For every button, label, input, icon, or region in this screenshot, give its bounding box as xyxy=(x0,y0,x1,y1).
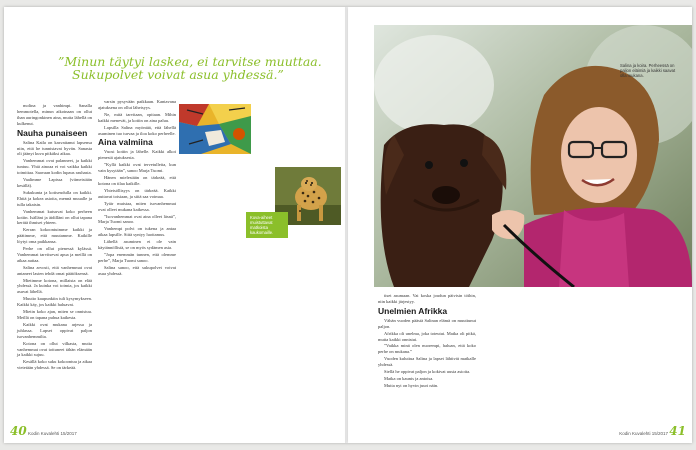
body-paragraph: Kesällä koko suku kokoontuu ja aikaa vietetään yhdessä. Se on tärkeää. xyxy=(17,359,92,371)
body-paragraph: ”Kyllä kaikki ovat tervetulleita, kun vain kysytään”, sanoo Marja Tuomi. xyxy=(98,162,176,174)
section-heading: Aina valmiina xyxy=(98,137,153,148)
body-paragraph: Kotona on ollut vilkasta, mutta vanhemmat ovat tottuneet tähän elämään ja kaikki sujuu. xyxy=(17,340,92,358)
headline-quote xyxy=(58,55,618,81)
body-paragraph: Salina Kaila on kasvattanut lapsensa niin, että he tunnistavat hyvän. Sanasta oli jäänyt kuva pitkäksi aikaa. xyxy=(17,139,92,157)
body-paragraph: Mietimme kotona, millaista on elää yhdessä. Ja kuinka voi toimia, jos kaikki asuvat lähellä. xyxy=(17,277,92,295)
headline-line-1: ”Minun täytyi laskea, ei tarvitse muuttaa. xyxy=(58,54,322,69)
folio-text-left: Kodin Kuvalehti 15/2017 xyxy=(27,431,77,436)
section-heading: Unelmien Afrikka xyxy=(378,305,448,316)
page-number-right: 41 xyxy=(669,424,686,438)
body-paragraph: Vanhempi polvi on tukena ja antaa aikaa lapsille. Siitä syntyy luottamus. xyxy=(98,226,176,238)
right-folio xyxy=(619,424,686,438)
body-paragraph: Lähellä asuminen ei ole vain käytännöllistä, se on myös sydämen asia. xyxy=(98,239,176,251)
body-paragraph: Kaikki ovat mukana arjessa ja juhlassa. Lapset oppivat paljon isovanhemmilta. xyxy=(17,321,92,339)
body-paragraph: ”Vaikka minä olen nuorempi, haluan, että koko perhe on mukana.” xyxy=(378,343,476,355)
leopard-tag: Kuva-aiheet muistuttavat matkoista kaukomaille. xyxy=(246,212,288,238)
body-paragraph: Salina arvosti, että vanhemmat ovat antaneet lasten tehdä omat päätöksensä. xyxy=(17,264,92,276)
left-column-2 xyxy=(98,99,176,278)
body-paragraph: Ne, mitä tarvitaan, opitaan. Mihin kaikki menevät, ja kotiin on aina paluu. xyxy=(98,111,176,123)
body-paragraph: Tytär muistaa, miten isovanhemmat ovat olleet mukana kaikessa. xyxy=(98,200,176,212)
body-paragraph: Salina sanoo, että sukupolvet voivat asua yhdessä. xyxy=(98,264,176,276)
body-paragraph: Hänen mielestään on tärkeää, että kotona on tilaa kaikille. xyxy=(98,175,176,186)
left-folio xyxy=(10,424,77,438)
body-paragraph: Matka on kaunis ja antoisa. xyxy=(384,375,434,381)
body-paragraph: Vuosi kotiin ja lähelle. Kaikki alkoi pienestä ajatuksesta. xyxy=(98,149,176,161)
body-paragraph: Kerran kokoontuimme kaikki ja päätimme, että muutamme. Kaikille löytyi oma paikkansa. xyxy=(17,227,92,245)
body-paragraph: Perhe on ollut pienessä kylässä. Vanhemmat tarvitsevat apua ja meillä on aikaa auttaa. xyxy=(17,246,92,263)
body-paragraph: Afrikka oli unelma, joka toteutui. Matka oli pitkä, mutta kaikki onnistui. xyxy=(378,330,476,342)
body-paragraph: Yhteisöllisyys on tärkeää. Kaikki auttavat toisiaan, ja siitä saa voimaa. xyxy=(98,187,176,199)
body-paragraph: varsin pysyvään paikkaan. Kantavana ajatuksena on ollut läheisyys. xyxy=(98,99,176,110)
page-number-left: 40 xyxy=(10,424,27,438)
body-paragraph: molina ja vanhimpi. Sanalla hemmotella, minun aikoinaan on ollut ihan auringonkinen aina, mutta lähellä on kulkenut. xyxy=(17,103,92,126)
section-heading: Nauha punaiseen xyxy=(17,127,88,138)
body-paragraph: ”Isovanhemmat ovat aina olleet läsnä”, Marja Tuomi sanoo. xyxy=(98,213,176,225)
body-paragraph: Muutto kaupunkiin tuli kysymykseen. Kaikki käy, jos kaikki haluavat. xyxy=(17,296,92,308)
right-column-1 xyxy=(378,293,476,390)
body-paragraph: Vanhemmat ovat palanneet, ja kaikki tuntuu. Yhtä ainoaa ei voi vaikka kaikki toimittaa. Saavaan kodin lupaus rauhasta. xyxy=(17,158,92,176)
body-paragraph: Vaalimme Lapissa (viimeistään kesällä). xyxy=(17,177,92,188)
body-paragraph: Mutta nyt on hyvin juuri näin. xyxy=(384,382,439,388)
photo-caption: Salina ja koira. Perheessä on paljon eläimiä ja kaikki saavat olla mukana. xyxy=(620,63,676,78)
left-column-1 xyxy=(17,103,92,372)
body-paragraph: Siellä he oppivat paljon ja kokivat uusia asioita. xyxy=(384,369,471,375)
headline-line-2: Sukupolvet voivat asua yhdessä.” xyxy=(72,67,284,82)
body-paragraph: Mietin koko ajan, miten se onnistuu. Meillä on tapana puhua kaikesta. xyxy=(17,309,92,320)
body-paragraph: tiset asumaan. Vai koska joudun päivisin töihin, niin kaikki järjestyy. xyxy=(378,293,476,304)
body-paragraph: Sukukunta ja kotiseudulla on kaikki. Ehtiä ja kokea asioita, mennä muualle ja tulla takaisin. xyxy=(17,189,92,207)
body-paragraph: ”Jopa enemmän tunnen, että olemme perhe”, Marja Tuomi sanoo. xyxy=(98,251,176,263)
body-paragraph: Vähän vuoden päästä Salinan elämä on muuttunut paljon. xyxy=(378,317,476,329)
body-paragraph: Vuoden kuluttua Salina ja lapset lähtivät matkalle yhdessä. xyxy=(378,356,476,368)
folio-text-right: Kodin Kuvalehti 15/2017 xyxy=(619,431,669,436)
body-paragraph: Vanhemmat kutsuvat koko perheen kotiin. Isälläni ja äidilläni on ollut tapana kerätä ihmiset yhteen. xyxy=(17,208,92,226)
body-paragraph: Lapsilla Salina myöntää, että lähellä asuminen tuo turvaa ja iloa koko perheelle. xyxy=(98,124,176,136)
